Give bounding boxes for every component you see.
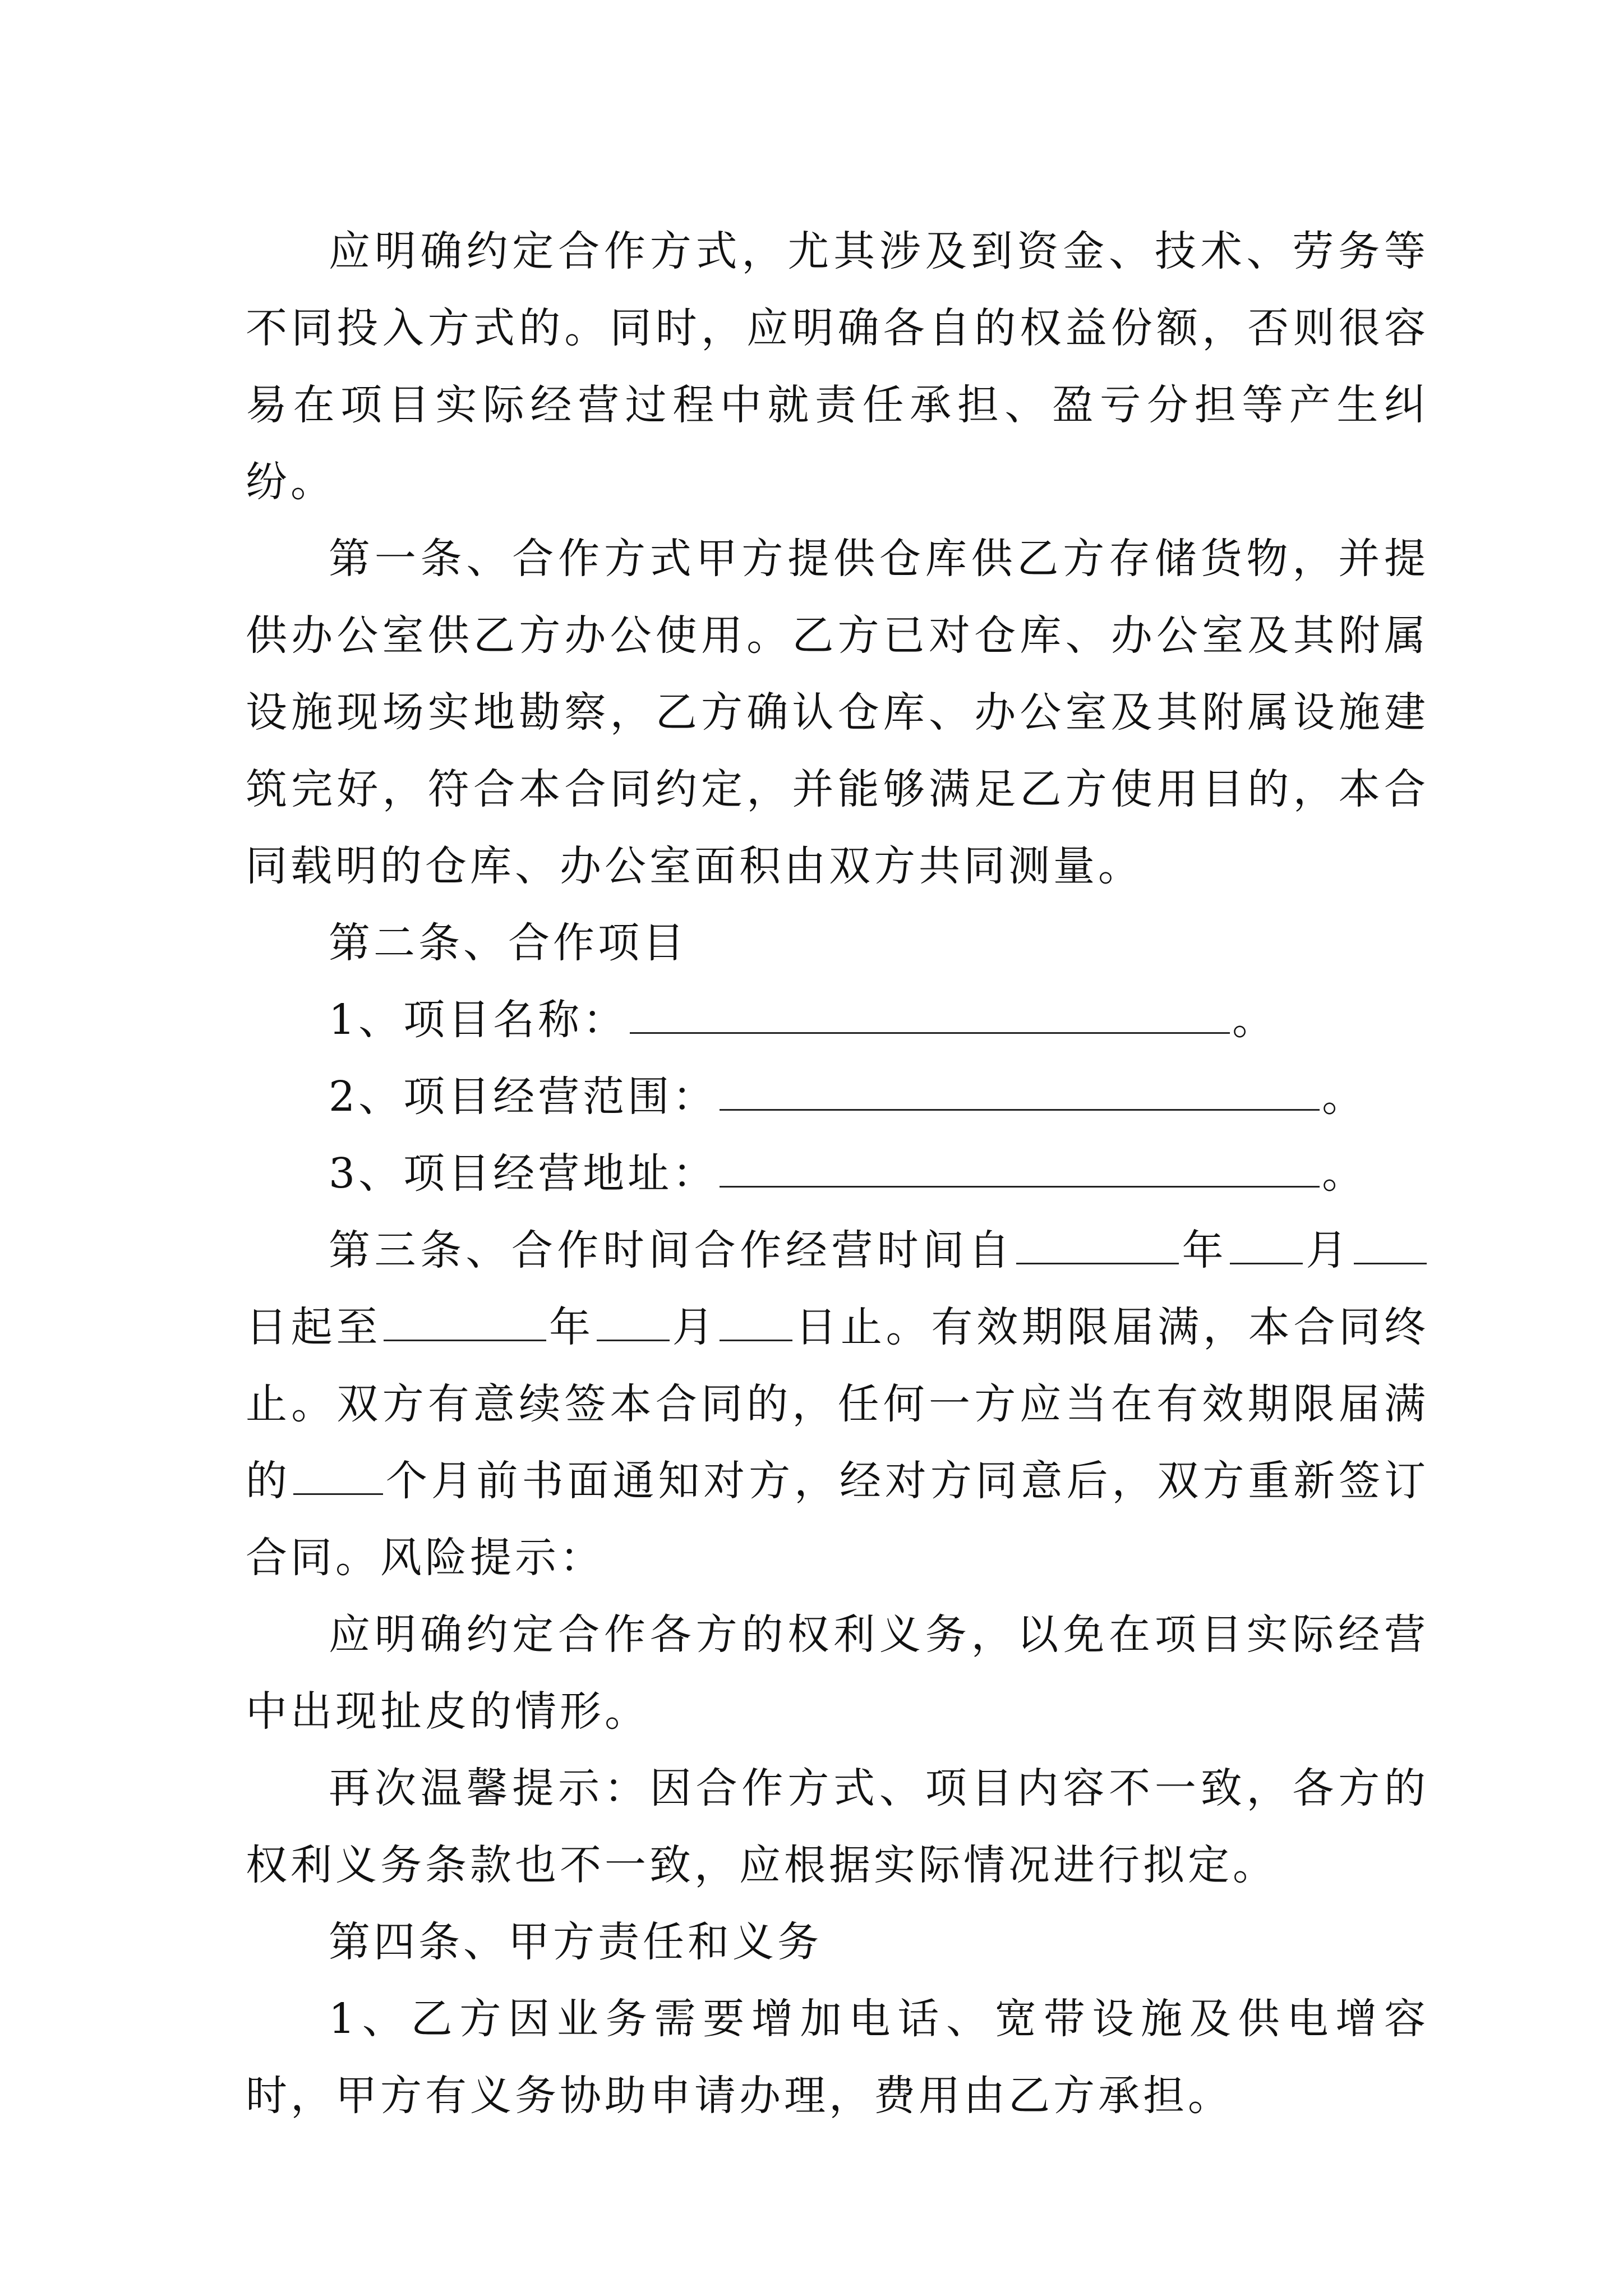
paragraph-article-4-item-1: 1、乙方因业务需要增加电话、宽带设施及供电增容时，甲方有义务协助申请办理，费用由乙方承担。 <box>246 1995 1429 2120</box>
article-4-title: 第四条、甲方责任和义务 <box>329 1918 822 1966</box>
paragraph-reminder: 再次温馨提示：因合作方式、项目内容不一致，各方的权利义务条款也不一致，应根据实际情况进行拟定。 <box>246 1764 1429 1889</box>
start-month-blank[interactable] <box>1230 1223 1303 1264</box>
project-scope-blank[interactable] <box>720 1070 1320 1111</box>
start-year-blank[interactable] <box>1016 1223 1179 1264</box>
paragraph-article-3: 第三条、合作时间合作经营时间自 年 月日起至 年 月 日止。有效期限届满，本合同终止。双方有意续签本合同的，任何一方应当在有效期限届满的 个月前书面通知对方，经对方同意后，双方重新签订合同。风险提示： <box>246 1212 1429 1596</box>
project-address-blank[interactable] <box>720 1147 1320 1188</box>
item-project-scope: 2、项目经营范围： 。 <box>246 1059 1429 1135</box>
document-body <box>246 213 1429 2134</box>
end-day-blank[interactable] <box>720 1300 792 1341</box>
project-name-blank[interactable] <box>630 993 1230 1034</box>
notice-months-blank[interactable] <box>293 1454 383 1495</box>
item-project-name: 1、项目名称： 。 <box>246 982 1429 1059</box>
end-month-blank[interactable] <box>597 1300 670 1341</box>
paragraph-article-1: 第一条、合作方式甲方提供仓库供乙方存储货物，并提供办公室供乙方办公使用。乙方已对仓库、办公室及其附属设施现场实地勘察，乙方确认仓库、办公室及其附属设施建筑完好，符合本合同约定，并能够满足乙方使用目的，本合同载明的仓库、办公室面积由双方共同测量。 <box>246 535 1429 890</box>
article-2-title: 第二条、合作项目 <box>329 919 688 967</box>
start-day-blank[interactable] <box>1354 1223 1427 1264</box>
paragraph-cooperation-mode-note: 应明确约定合作方式，尤其涉及到资金、技术、劳务等不同投入方式的。同时，应明确各自的权益份额，否则很容易在项目实际经营过程中就责任承担、盈亏分担等产生纠纷。 <box>246 227 1429 506</box>
end-year-blank[interactable] <box>384 1300 546 1341</box>
item-project-address: 3、项目经营地址： 。 <box>246 1135 1429 1212</box>
paragraph-rights-note: 应明确约定合作各方的权利义务，以免在项目实际经营中出现扯皮的情形。 <box>246 1611 1429 1736</box>
